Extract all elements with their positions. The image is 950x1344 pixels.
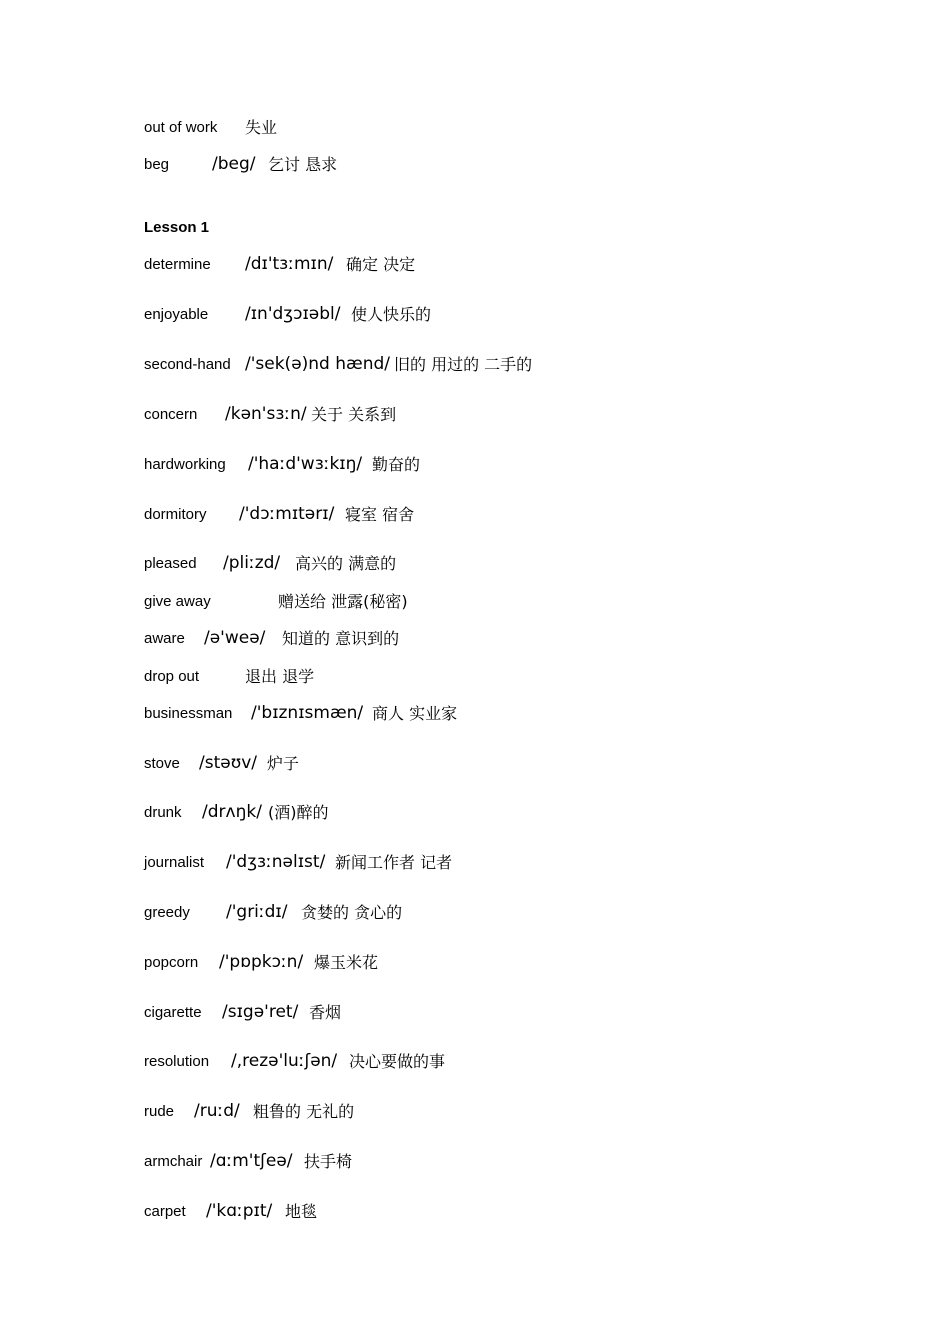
vocab-entry (144, 628, 400, 649)
vocab-entry (144, 254, 416, 275)
entry-phonetic: /drʌŋk/ (202, 802, 262, 822)
entry-word: stove (144, 755, 180, 772)
entry-word: determine (144, 256, 211, 273)
vocab-entry (144, 404, 397, 425)
entry-phonetic: /'kɑːpɪt/ (206, 1201, 273, 1221)
entry-meaning: 使人快乐的 (351, 305, 432, 324)
entry-meaning: 勤奋的 (372, 455, 421, 474)
entry-word: cigarette (144, 1004, 202, 1021)
entry-phonetic: /ruːd/ (194, 1101, 240, 1121)
entry-word: drunk (144, 804, 182, 821)
entry-word: concern (144, 406, 198, 423)
entry-word: journalist (144, 854, 205, 871)
entry-phonetic: /'haːd'wɜːkɪŋ/ (248, 454, 363, 474)
entry-meaning: 确定 决定 (346, 255, 416, 274)
entry-word: aware (144, 630, 185, 647)
vocab-entry (144, 952, 379, 973)
entry-word: give away (144, 593, 211, 610)
entry-meaning: 爆玉米花 (314, 953, 379, 972)
vocab-entry (144, 154, 338, 175)
entry-phonetic: /ə'weə/ (204, 628, 266, 648)
vocab-entry (144, 304, 432, 325)
entry-word: out of work (144, 119, 218, 136)
vocab-entry (144, 753, 300, 774)
vocab-entry (144, 354, 533, 375)
entry-meaning: 退出 退学 (245, 667, 315, 686)
entry-meaning: 高兴的 满意的 (295, 554, 397, 573)
entry-phonetic: /'sek(ə)nd hænd/ (245, 354, 391, 374)
vocab-entry (144, 1101, 355, 1122)
entry-word: second-hand (144, 356, 231, 373)
vocab-entry (144, 1201, 318, 1222)
vocab-entry (144, 802, 329, 823)
entry-meaning: 炉子 (267, 754, 300, 773)
entry-phonetic: /'bɪznɪsmæn/ (251, 703, 364, 723)
entry-phonetic: /sɪgə'ret/ (222, 1002, 299, 1022)
entry-meaning: 关于 关系到 (311, 405, 397, 424)
vocab-entry (144, 553, 397, 574)
vocab-entry (144, 852, 453, 873)
entry-meaning: 扶手椅 (304, 1152, 353, 1171)
entry-phonetic: /'pɒpkɔːn/ (219, 952, 304, 972)
vocab-entry (144, 454, 421, 475)
entry-phonetic: /ɪn'dʒɔɪəbl/ (245, 304, 341, 324)
entry-meaning: 知道的 意识到的 (282, 629, 400, 648)
entry-phonetic: /'dʒɜːnəlɪst/ (226, 852, 326, 872)
entry-meaning: 贪婪的 贪心的 (301, 903, 403, 922)
vocab-entry (144, 118, 278, 138)
entry-word: carpet (144, 1203, 186, 1220)
entry-word: popcorn (144, 954, 199, 971)
vocab-entry (144, 703, 458, 724)
entry-meaning: 新闻工作者 记者 (335, 853, 453, 872)
entry-meaning: 粗鲁的 无礼的 (253, 1102, 355, 1121)
entry-word: drop out (144, 668, 200, 685)
entry-phonetic: /dɪ'tɜːmɪn/ (245, 254, 334, 274)
entry-word: rude (144, 1103, 175, 1120)
entry-meaning: 乞讨 恳求 (268, 155, 338, 174)
entry-word: pleased (144, 555, 197, 572)
entry-phonetic: /kən'sɜːn/ (225, 404, 307, 424)
vocab-entry (144, 1151, 353, 1172)
entry-word: businessman (144, 705, 233, 722)
vocab-entry (144, 504, 415, 525)
entry-phonetic: /,rezə'luːʃən/ (231, 1051, 338, 1071)
entry-word: armchair (144, 1153, 203, 1170)
entry-meaning: 赠送给 泄露(秘密) (278, 592, 408, 611)
vocab-entry (144, 667, 315, 687)
entry-meaning: 香烟 (309, 1003, 342, 1022)
entry-meaning: 决心要做的事 (349, 1052, 446, 1071)
entry-meaning: 地毯 (285, 1202, 318, 1221)
lesson-heading: Lesson 1 (144, 219, 210, 236)
entry-word: hardworking (144, 456, 226, 473)
entry-phonetic: /'dɔːmɪtərɪ/ (239, 504, 335, 524)
entry-meaning: (酒)醉的 (268, 803, 329, 822)
entry-phonetic: /'griːdɪ/ (226, 902, 288, 922)
entry-phonetic: /stəʊv/ (199, 753, 257, 773)
entry-word: resolution (144, 1053, 210, 1070)
vocab-entry (144, 1051, 446, 1072)
entry-meaning: 旧的 用过的 二手的 (394, 355, 533, 374)
entry-phonetic: /pliːzd/ (223, 553, 281, 573)
entry-meaning: 商人 实业家 (372, 704, 458, 723)
entry-meaning: 寝室 宿舍 (345, 505, 415, 524)
entry-word: dormitory (144, 506, 207, 523)
entry-phonetic: /ɑːm'tʃeə/ (210, 1151, 293, 1171)
entry-word: enjoyable (144, 306, 209, 323)
entry-word: beg (144, 156, 170, 173)
entry-phonetic: /beg/ (212, 154, 256, 174)
entry-word: greedy (144, 904, 190, 921)
entry-meaning: 失业 (245, 118, 278, 137)
vocab-entry (144, 902, 403, 923)
vocab-entry (144, 592, 408, 612)
vocab-entry (144, 1002, 342, 1023)
